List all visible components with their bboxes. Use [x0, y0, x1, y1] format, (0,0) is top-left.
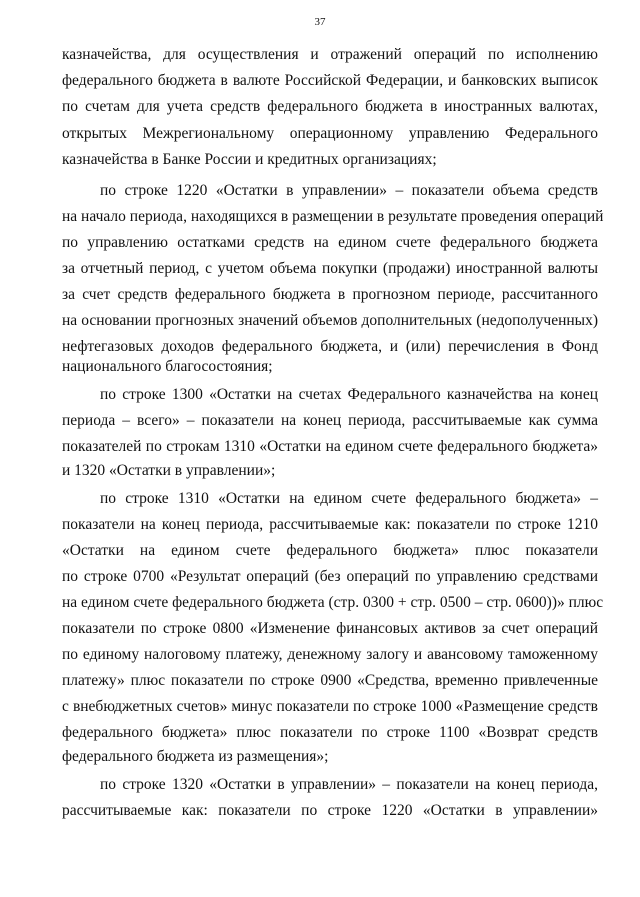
- text-line: по управлению остатками средств на едином счете федерального бюджета: [62, 234, 598, 251]
- text-line: на основании прогнозных значений объемов дополнительных (недополученных): [62, 312, 598, 329]
- text-line: федерального бюджета» плюс показатели по строке 1100 «Возврат средств: [62, 724, 598, 741]
- page-number: 37: [314, 16, 326, 28]
- text-line: национального благосостояния;: [62, 358, 273, 375]
- text-line: показатели по строке 0800 «Изменение финансовых активов за счет операций: [62, 620, 598, 637]
- paragraph-first-line: по строке 1300 «Остатки на счетах Федерального казначейства на конец: [100, 386, 598, 403]
- text-line: казначейства в Банке России и кредитных организациях;: [62, 151, 437, 168]
- text-line: открытых Межрегиональному операционному управлению Федерального: [62, 125, 598, 142]
- text-line: за счет средств федерального бюджета в прогнозном периоде, рассчитанного: [62, 286, 598, 303]
- text-line: федерального бюджета из размещения»;: [62, 748, 329, 765]
- text-line: «Остатки на едином счете федерального бюджета» плюс показатели: [62, 542, 598, 559]
- text-line: казначейства, для осуществления и отражений операций по исполнению: [62, 46, 598, 63]
- text-line: рассчитываемые как: показатели по строке 1220 «Остатки в управлении»: [62, 802, 598, 819]
- text-line: периода – всего» – показатели на конец периода, рассчитываемые как сумма: [62, 412, 598, 429]
- text-line: за отчетный период, с учетом объема покупки (продажи) иностранной валюты: [62, 260, 598, 277]
- text-line: по единому налоговому платежу, денежному залогу и авансовому таможенному: [62, 646, 598, 663]
- text-line: показателей по строкам 1310 «Остатки на едином счете федерального бюджета»: [62, 438, 598, 455]
- text-line: и 1320 «Остатки в управлении»;: [62, 462, 276, 479]
- text-line: по строке 0700 «Результат операций (без операций по управлению средствами: [62, 568, 598, 585]
- text-line: нефтегазовых доходов федерального бюджета, и (или) перечисления в Фонд: [62, 338, 598, 355]
- text-line: по счетам для учета средств федерального бюджета в иностранных валютах,: [62, 98, 598, 115]
- text-line: показатели на конец периода, рассчитываемые как: показатели по строке 1210: [62, 516, 598, 533]
- paragraph-first-line: по строке 1220 «Остатки в управлении» – показатели объема средств: [100, 182, 598, 199]
- text-line: платежу» плюс показатели по строке 0900 «Средства, временно привлеченные: [62, 672, 598, 689]
- paragraph-first-line: по строке 1310 «Остатки на едином счете федерального бюджета» –: [100, 490, 598, 507]
- text-line: на едином счете федерального бюджета (стр. 0300 + стр. 0500 – стр. 0600))» плюс: [62, 594, 604, 611]
- text-line: на начало периода, находящихся в размещении в результате проведения операций: [62, 208, 604, 225]
- paragraph-first-line: по строке 1320 «Остатки в управлении» – показатели на конец периода,: [100, 776, 598, 793]
- text-line: с внебюджетных счетов» минус показатели по строке 1000 «Размещение средств: [62, 698, 598, 715]
- text-line: федерального бюджета в валюте Российской Федерации, и банковских выписок: [62, 72, 598, 89]
